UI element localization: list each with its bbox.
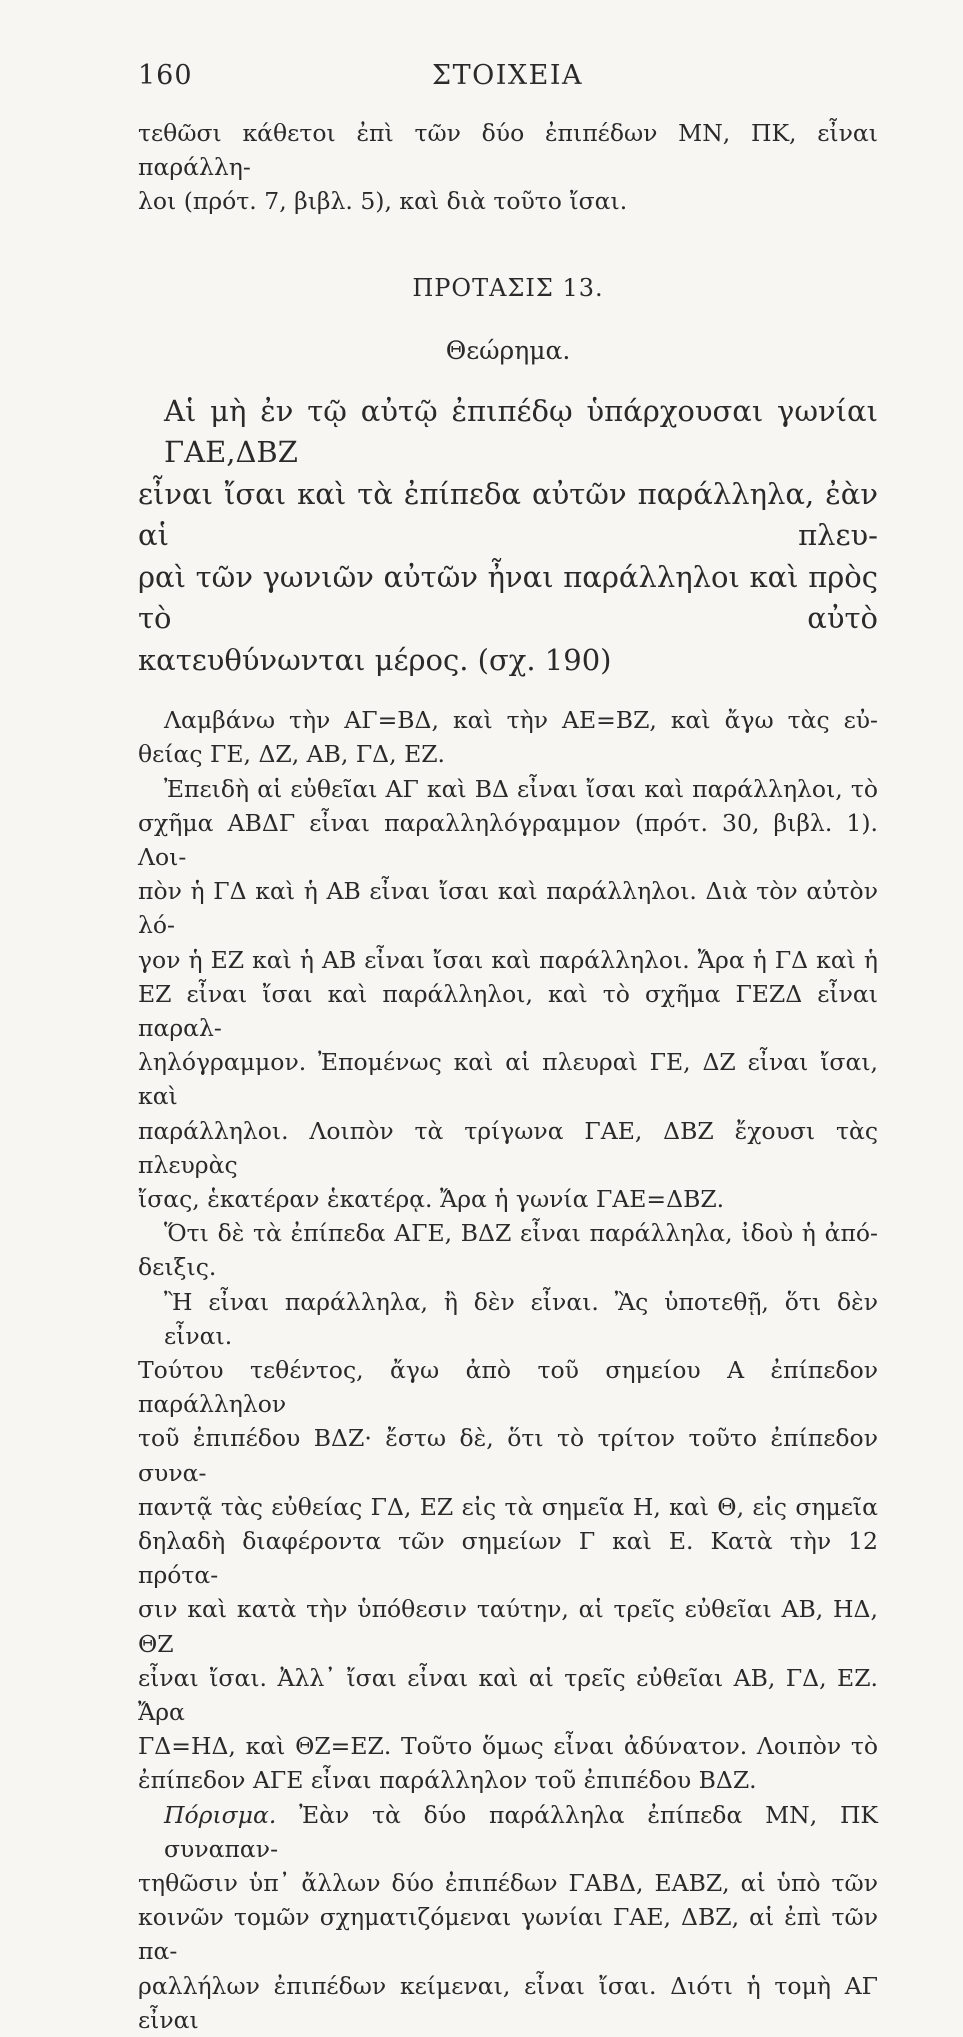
text-line: Λαμβάνω τὴν ΑΓ=ΒΔ, καὶ τὴν ΑΕ=ΒΖ, καὶ ἄγω τὰς εὐ- — [164, 706, 878, 735]
text-line: εἶναι ἴσαι. Ἀλλ᾽ ἴσαι εἶναι καὶ αἱ τρεῖς εὐθεῖαι ΑΒ, ΓΔ, ΕΖ. Ἄρα — [138, 1663, 878, 1726]
text-line: δηλαδὴ διαφέροντα τῶν σημείων Γ καὶ Ε. Κατὰ τὴν 12 πρότα- — [138, 1526, 878, 1590]
text-line: παντᾷ τὰς εὐθείας ΓΔ, ΕΖ εἰς τὰ σημεῖα Η, καὶ Θ, εἰς σημεῖα — [138, 1492, 878, 1521]
text-line: σιν καὶ κατὰ τὴν ὑπόθεσιν ταύτην, αἱ τρεῖς εὐθεῖαι ΑΒ, ΗΔ, ΘΖ — [138, 1595, 878, 1658]
proof-text — [138, 703, 878, 1798]
text-line: ραὶ τῶν γωνιῶν αὐτῶν ἦναι παράλληλοι καὶ πρὸς τὸ αὐτὸ — [138, 559, 878, 636]
text-line: ΕΖ εἶναι ἴσαι καὶ παράλληλοι, καὶ τὸ σχῆμα ΓΕΖΔ εἶναι παραλ- — [138, 979, 878, 1042]
text-line: εἶναι ἴσαι καὶ τὰ ἐπίπεδα αὐτῶν παράλληλα, ἐὰν αἱ πλευ- — [138, 476, 878, 553]
corollary-first-line: Ἐὰν τὰ δύο παράλληλα ἐπίπεδα ΜΝ, ΠΚ συναπαν- — [164, 1800, 878, 1863]
text-line: γον ἡ ΕΖ καὶ ἡ ΑΒ εἶναι ἴσαι καὶ παράλληλοι. Ἄρα ἡ ΓΔ καὶ ἡ — [138, 945, 878, 974]
text-line: τοῦ ἐπιπέδου ΒΔΖ· ἔστω δὲ, ὅτι τὸ τρίτον τοῦτο ἐπίπεδον συνα- — [138, 1424, 878, 1487]
text-line: ΓΔ=ΗΔ, καὶ ΘΖ=ΕΖ. Τοῦτο ὅμως εἶναι ἀδύνατον. Λοιπὸν τὸ — [138, 1732, 878, 1761]
text-line: τηθῶσιν ὑπ᾽ ἄλλων δύο ἐπιπέδων ΓΑΒΔ, ΕΑΒΖ, αἱ ὑπὸ τῶν — [138, 1869, 878, 1898]
text-line: δειξις. — [138, 1253, 217, 1282]
text-line: ληλόγραμμον. Ἐπομένως καὶ αἱ πλευραὶ ΓΕ, ΔΖ εἶναι ἴσαι, καὶ — [138, 1048, 878, 1111]
corollary — [138, 1798, 878, 2037]
corollary-label: Πόρισμα. — [164, 1800, 277, 1829]
text-line: ραλλήλων ἐπιπέδων κείμεναι, εἶναι ἴσαι. Διότι ἡ τομὴ ΑΓ εἶναι — [138, 1971, 878, 2034]
page-body — [138, 116, 878, 2037]
running-head: ΣΤΟΙΧΕΙΑ — [432, 60, 583, 91]
text-line: Ὅτι δὲ τὰ ἐπίπεδα ΑΓΕ, ΒΔΖ εἶναι παράλληλα, ἰδοὺ ἡ ἀπό- — [164, 1219, 878, 1248]
text-line — [138, 1798, 878, 1866]
page-number: 160 — [138, 60, 193, 91]
text-line: θείας ΓΕ, ΔΖ, ΑΒ, ΓΔ, ΕΖ. — [138, 740, 446, 769]
text-line: πὸν ἡ ΓΔ καὶ ἡ ΑΒ εἶναι ἴσαι καὶ παράλληλοι. Διὰ τὸν αὐτὸν λό- — [138, 877, 878, 940]
text-line: Ἐπειδὴ αἱ εὐθεῖαι ΑΓ καὶ ΒΔ εἶναι ἴσαι καὶ παράλληλοι, τὸ — [164, 774, 878, 803]
text-line: ἴσας, ἑκατέραν ἑκατέρᾳ. Ἄρα ἡ γωνία ΓΑΕ=ΔΒΖ. — [138, 1184, 725, 1213]
text-line: λοι (πρότ. 7, βιβλ. 5), καὶ διὰ τοῦτο ἴσαι. — [138, 187, 628, 216]
text-line: Ἢ εἶναι παράλληλα, ἢ δὲν εἶναι. Ἂς ὑποτεθῇ, ὅτι δὲν εἶναι. — [164, 1287, 878, 1350]
text-line: σχῆμα ΑΒΔΓ εἶναι παραλληλόγραμμον (πρότ. 30, βιβλ. 1). Λοι- — [138, 808, 878, 871]
theorem-label: Θεώρημα. — [445, 335, 571, 365]
intro-paragraph — [138, 116, 878, 219]
text-line: κοινῶν τομῶν σχηματιζόμεναι γωνίαι ΓΑΕ, ΔΒΖ, αἱ ἐπὶ τῶν πα- — [138, 1903, 878, 1966]
text-line: παράλληλοι. Λοιπὸν τὰ τρίγωνα ΓΑΕ, ΔΒΖ ἔχουσι τὰς πλευρὰς — [138, 1116, 878, 1179]
text-line: ἐπίπεδον ΑΓΕ εἶναι παράλληλον τοῦ ἐπιπέδου ΒΔΖ. — [138, 1766, 757, 1795]
theorem-statement — [138, 391, 878, 682]
text-line: Αἱ μὴ ἐν τῷ αὐτῷ ἐπιπέδῳ ὑπάρχουσαι γωνίαι ΓΑΕ,ΔΒΖ — [164, 393, 878, 470]
page-header — [138, 60, 877, 100]
text-line: Τούτου τεθέντος, ἄγω ἀπὸ τοῦ σημείου Α ἐπίπεδον παράλληλον — [138, 1355, 878, 1419]
text-line: τεθῶσι κάθετοι ἐπὶ τῶν δύο ἐπιπέδων ΜΝ, ΠΚ, εἶναι παράλλη- — [138, 119, 878, 182]
proposition-title: ΠΡΟΤΑΣΙΣ 13. — [412, 273, 604, 302]
text-line: κατευθύνωνται μέρος. (σχ. 190) — [138, 642, 612, 677]
